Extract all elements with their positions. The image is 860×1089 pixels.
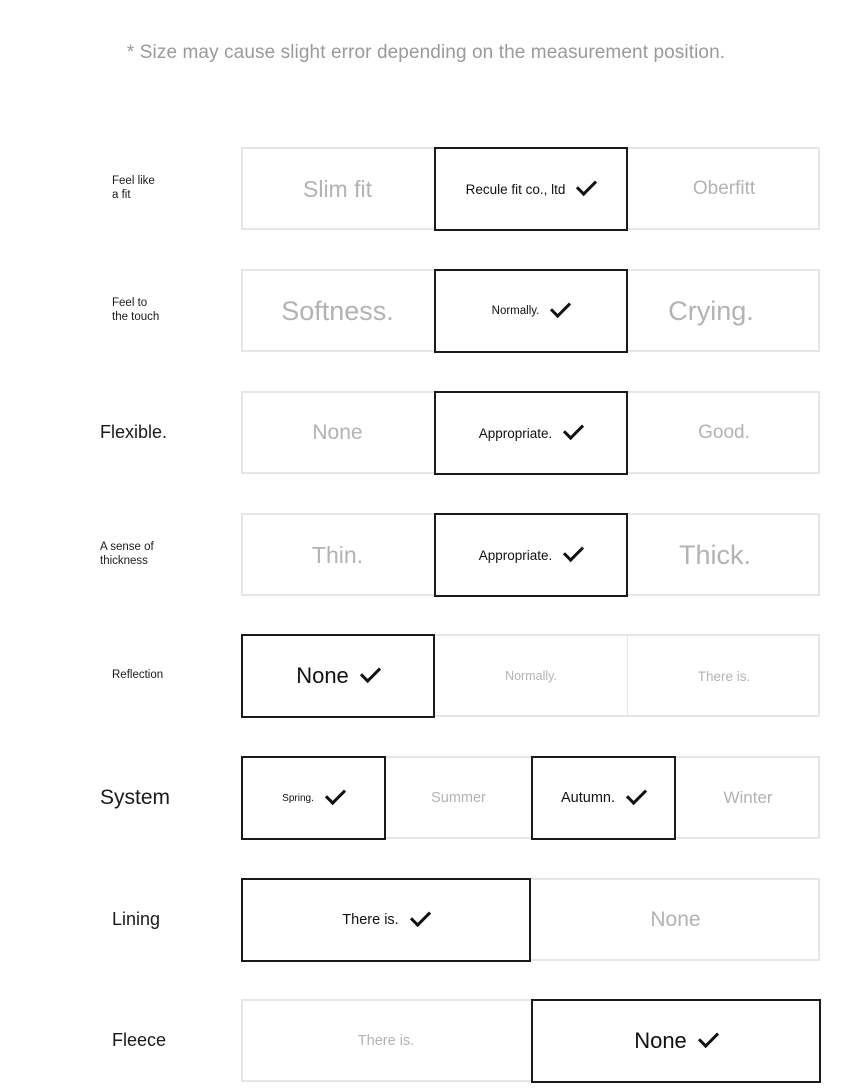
option-thin: Thin. bbox=[311, 541, 364, 568]
attribute-row-fit bbox=[0, 147, 860, 231]
option-appropriate: Appropriate. bbox=[434, 513, 628, 597]
option-winter: Winter bbox=[723, 788, 773, 807]
check-icon bbox=[626, 783, 647, 804]
option-there-is: There is. bbox=[357, 1033, 415, 1049]
option-normally: Normally. bbox=[505, 669, 557, 683]
option-slim-fit: Slim fit bbox=[303, 175, 372, 202]
attribute-row-thickness bbox=[0, 513, 860, 597]
row-label: Reflection bbox=[112, 669, 164, 682]
attribute-row-season bbox=[0, 756, 860, 840]
check-icon bbox=[698, 1026, 719, 1047]
option-there-is: There is. bbox=[697, 668, 751, 684]
option-none: None bbox=[650, 908, 701, 931]
attribute-row-reflection bbox=[0, 634, 860, 718]
attribute-row-flexible bbox=[0, 391, 860, 475]
option-spring: Spring. bbox=[241, 756, 386, 840]
option-none: None bbox=[312, 421, 363, 444]
check-icon bbox=[360, 661, 381, 682]
row-label: A sense of thickness bbox=[100, 541, 154, 567]
attribute-row-lining bbox=[0, 878, 860, 962]
option-good: Good. bbox=[698, 422, 750, 443]
row-label: System bbox=[100, 786, 171, 810]
option-recule-fit: Recule fit co., ltd bbox=[434, 147, 628, 231]
row-label: Feel to the touch bbox=[112, 297, 160, 323]
option-none: None bbox=[241, 634, 435, 718]
check-icon bbox=[550, 296, 571, 317]
option-oberfitt: Oberfitt bbox=[692, 178, 756, 199]
check-icon bbox=[410, 905, 431, 926]
row-label: Flexible. bbox=[100, 422, 168, 443]
option-autumn: Autumn. bbox=[531, 756, 676, 840]
option-appropriate: Appropriate. bbox=[434, 391, 628, 475]
check-icon bbox=[325, 783, 346, 804]
row-label: Fleece bbox=[112, 1030, 167, 1051]
option-normally: Normally. bbox=[434, 269, 628, 353]
option-crying: Crying. bbox=[668, 295, 754, 326]
measurement-note: * Size may cause slight error depending on the measurement position. bbox=[126, 42, 726, 63]
option-summer: Summer bbox=[431, 790, 486, 806]
check-icon bbox=[563, 418, 584, 439]
option-none: None bbox=[531, 999, 821, 1083]
attribute-row-touch bbox=[0, 269, 860, 353]
check-icon bbox=[576, 174, 597, 195]
row-label: Feel like a fit bbox=[112, 175, 155, 201]
option-softness: Softness. bbox=[281, 295, 394, 326]
option-thick: Thick. bbox=[678, 539, 751, 570]
attribute-row-fleece bbox=[0, 999, 860, 1083]
check-icon bbox=[563, 540, 584, 561]
option-there-is: There is. bbox=[241, 878, 531, 962]
row-label: Lining bbox=[112, 909, 161, 930]
